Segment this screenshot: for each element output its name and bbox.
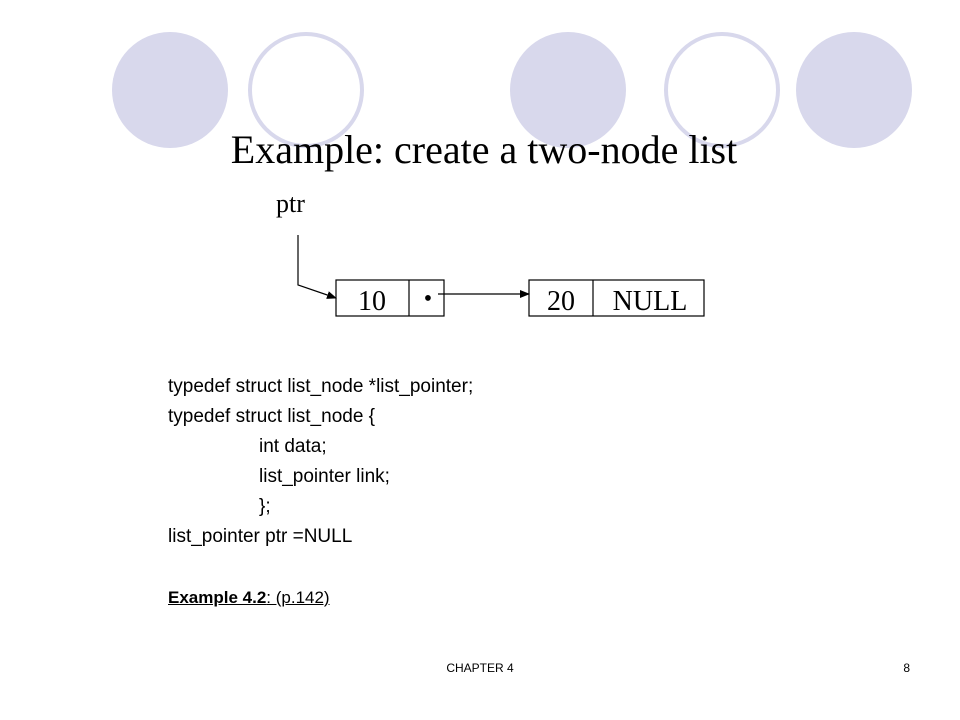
code-line: list_pointer ptr =NULL <box>168 526 353 547</box>
code-line: list_pointer link; <box>259 466 390 487</box>
node2-data: 20 <box>547 286 575 317</box>
example-page-ref: : (p.142) <box>266 588 330 607</box>
footer-chapter: CHAPTER 4 <box>446 661 514 675</box>
slide-title: Example: create a two-node list <box>230 127 738 172</box>
example-label: Example 4.2 <box>168 588 267 607</box>
node1-data: 10 <box>358 286 386 317</box>
code-block <box>168 372 473 552</box>
code-line: typedef struct list_node *list_pointer; <box>168 376 474 397</box>
node1-link: • <box>423 286 433 312</box>
example-reference <box>168 586 330 610</box>
code-line: typedef struct list_node { <box>168 406 376 427</box>
node2-link: NULL <box>612 286 688 317</box>
pointer-label: ptr <box>276 189 305 218</box>
code-line: int data; <box>259 436 327 457</box>
code-line: }; <box>259 496 271 517</box>
pointer-arrow <box>298 235 336 298</box>
footer-page-number: 8 <box>903 661 910 675</box>
